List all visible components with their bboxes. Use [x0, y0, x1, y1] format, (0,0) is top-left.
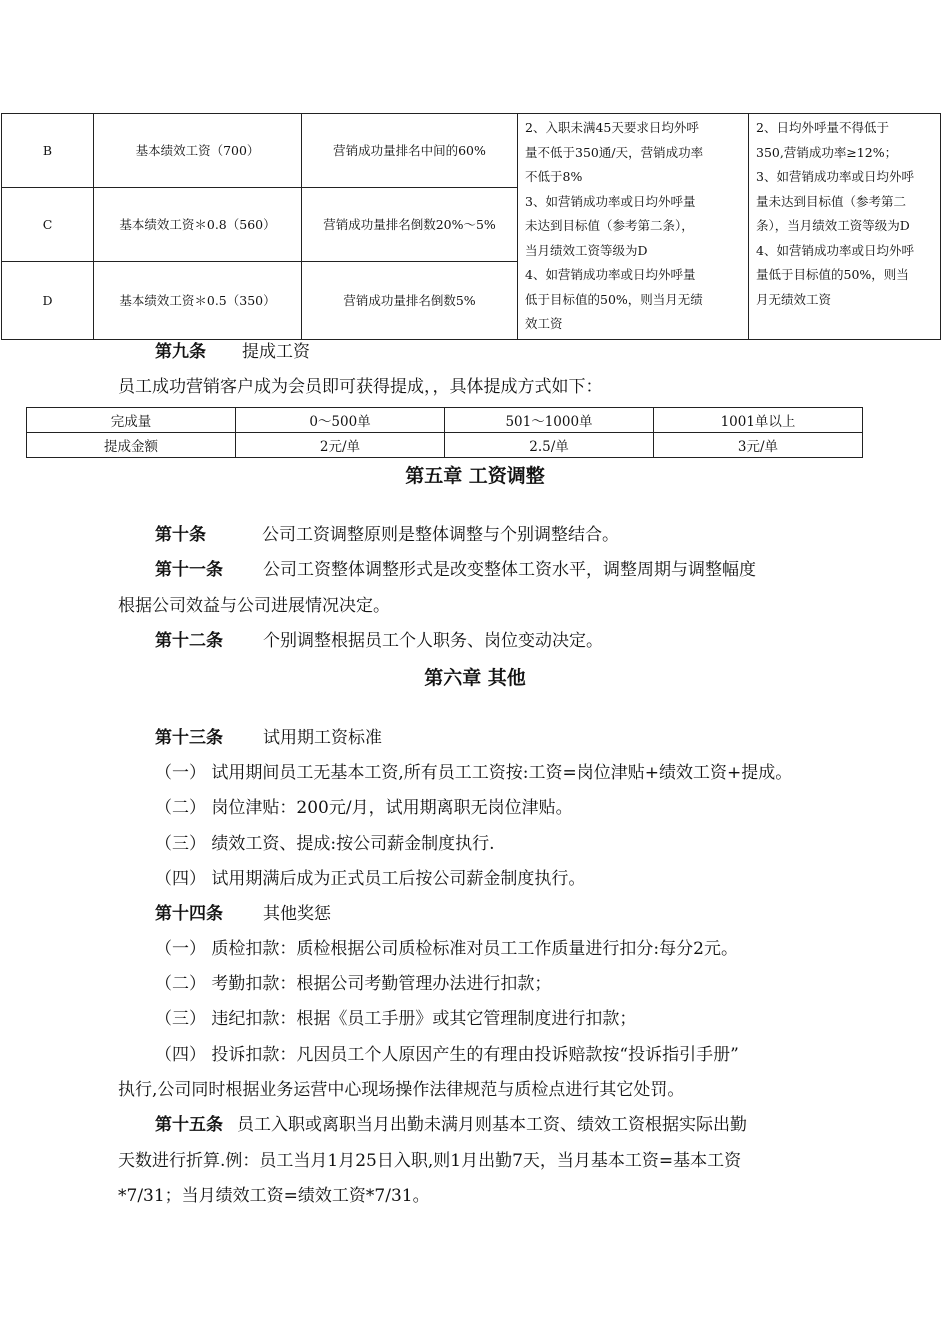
note-line: 350,营销成功率≥12%；	[756, 144, 898, 160]
rank-cell: 营销成功量排名中间的60%	[302, 114, 518, 188]
note-line: 4、如营销成功率或日均外呼量	[525, 267, 696, 282]
list-item: （三） 绩效工资、提成:按公司薪金制度执行.	[155, 834, 495, 854]
table-row	[27, 433, 863, 458]
article-number: 第九条	[155, 342, 206, 362]
note-line: 条），当月绩效工资等级为D	[756, 218, 910, 233]
list-item: （二） 考勤扣款：根据公司考勤管理办法进行扣款；	[155, 974, 552, 994]
note-cell-regular-staff	[749, 114, 941, 340]
rank-cell: 营销成功量排名倒数5%	[302, 261, 518, 339]
note-line: 3、如营销成功率或日均外呼量	[525, 193, 696, 209]
list-item: （四） 试用期满后成为正式员工后按公司薪金制度执行。	[155, 869, 586, 889]
note-line: 月无绩效工资	[756, 291, 832, 307]
table-header-cell: 0～500单	[236, 408, 445, 433]
table-header-cell: 1001单以上	[654, 408, 863, 433]
article-number: 第十五条	[155, 1115, 223, 1135]
article-14-heading	[155, 902, 331, 926]
article-9-text: 员工成功营销客户成为会员即可获得提成，，具体提成方式如下：	[118, 377, 603, 397]
article-11-cont: 根据公司效益与公司进展情况决定。	[118, 596, 390, 616]
list-item: （一） 质检扣款：质检根据公司质检标准对员工工作质量进行扣分:每分2元。	[155, 939, 738, 959]
note-cell-new-staff	[518, 114, 749, 340]
commission-table	[26, 407, 863, 458]
article-15-cont: *7/31；当月绩效工资=绩效工资*7/31。	[118, 1186, 430, 1206]
table-row	[27, 408, 863, 433]
article-number: 第十二条	[155, 631, 223, 651]
salary-cell: 基本绩效工资＊0.5（350）	[94, 261, 302, 339]
article-text: 公司工资调整原则是整体调整与个别调整结合。	[262, 525, 619, 545]
article-number: 第十条	[155, 525, 206, 545]
list-item: （一） 试用期间员工无基本工资,所有员工工资按:工资=岗位津贴+绩效工资+提成。	[155, 763, 793, 783]
salary-cell: 基本绩效工资＊0.8（560）	[94, 187, 302, 261]
article-9-heading	[155, 340, 310, 364]
note-line: 量未达到目标值（参考第二	[756, 193, 907, 209]
article-number: 第十四条	[155, 904, 223, 924]
grade-cell: B	[2, 114, 94, 188]
table-cell: 提成金额	[27, 433, 236, 458]
note-line: 2、日均外呼量不得低于	[756, 120, 889, 135]
grade-cell: C	[2, 187, 94, 261]
table-row	[2, 114, 941, 188]
rank-cell: 营销成功量排名倒数20%～5%	[302, 187, 518, 261]
grade-cell: D	[2, 261, 94, 339]
article-title: 其他奖惩	[263, 904, 331, 924]
chapter-6-title: 第六章 其他	[424, 667, 526, 689]
article-text: 员工入职或离职当月出勤未满月则基本工资、绩效工资根据实际出勤	[237, 1115, 747, 1135]
article-title: 试用期工资标准	[263, 728, 382, 748]
table-header-cell: 501～1000单	[445, 408, 654, 433]
note-line: 量不低于350通/天，营销成功率	[525, 144, 704, 160]
note-line: 不低于8%	[525, 169, 583, 184]
list-item: （二） 岗位津贴：200元/月，试用期离职无岗位津贴。	[155, 798, 573, 818]
note-line: 4、如营销成功率或日均外呼	[756, 242, 914, 258]
note-line: 低于目标值的50%，则当月无绩	[525, 291, 703, 307]
table-header-cell: 完成量	[27, 408, 236, 433]
chapter-5-title: 第五章 工资调整	[405, 465, 545, 487]
list-item: （三） 违纪扣款：根据《员工手册》或其它管理制度进行扣款；	[155, 1009, 637, 1029]
note-line: 量低于目标值的50%，则当	[756, 267, 909, 282]
note-line: 当月绩效工资等级为D	[525, 242, 648, 258]
note-line: 2、入职未满45天要求日均外呼	[525, 120, 699, 135]
grade-table	[1, 113, 941, 340]
table-cell: 3元/单	[654, 433, 863, 458]
article-text: 个别调整根据员工个人职务、岗位变动决定。	[263, 631, 603, 651]
article-text: 公司工资整体调整形式是改变整体工资水平，调整周期与调整幅度	[263, 560, 756, 580]
article-15-cont: 天数进行折算.例：员工当月1月25日入职,则1月出勤7天，当月基本工资=基本工资	[118, 1151, 742, 1171]
list-item-cont: 执行,公司同时根据业务运营中心现场操作法律规范与质检点进行其它处罚。	[118, 1080, 685, 1100]
table-cell: 2元/单	[236, 433, 445, 458]
article-13-heading	[155, 726, 382, 750]
table-cell: 2.5/单	[445, 433, 654, 458]
article-10	[155, 523, 619, 547]
article-15	[155, 1113, 747, 1137]
note-line: 3、如营销成功率或日均外呼	[756, 169, 914, 184]
article-number: 第十三条	[155, 728, 223, 748]
article-number: 第十一条	[155, 560, 223, 580]
salary-cell: 基本绩效工资（700）	[94, 114, 302, 188]
article-title: 提成工资	[242, 342, 310, 362]
note-line: 效工资	[525, 316, 563, 331]
article-12	[155, 629, 603, 653]
article-11	[155, 558, 756, 582]
list-item: （四） 投诉扣款：凡因员工个人原因产生的有理由投诉赔款按“投诉指引手册”	[155, 1045, 739, 1065]
note-line: 未达到目标值（参考第二条），	[525, 218, 694, 233]
